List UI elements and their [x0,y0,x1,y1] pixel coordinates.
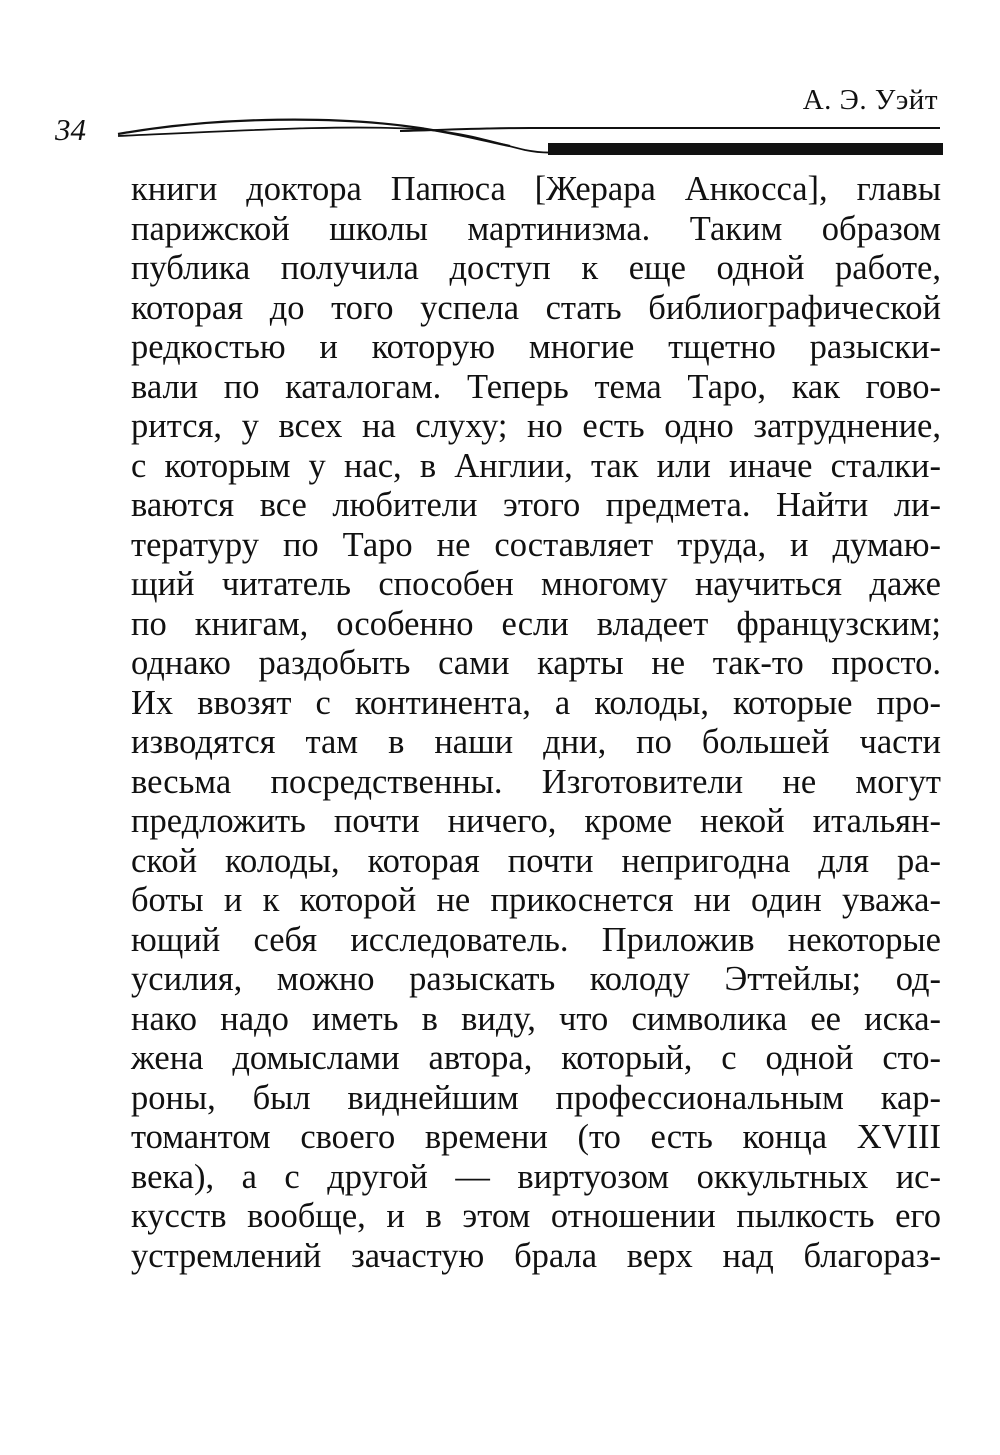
text-line: томантом своего времени (то есть конца XVIII [131,1118,941,1156]
text-line: ющий себя исследователь. Приложив некоторые [131,920,941,959]
text-line: щий читатель способен многому научиться даже [131,565,941,603]
text-line: века), а с другой — виртуозом оккультных ис- [131,1157,941,1196]
text-line: парижской школы мартинизма. Таким образом [131,209,941,248]
text-line: однако раздобыть сами карты не так-то просто. [131,644,941,682]
text-line: ской колоды, которая почти непригодна для ра- [131,841,941,880]
text-line: ваются все любители этого предмета. Найти ли- [131,486,941,524]
text-line: нако надо иметь в виду, что символика ее иска- [131,999,941,1038]
text-line: роны, был виднейшим профессиональным кар- [131,1078,941,1117]
header-ornament-rule [100,110,945,165]
text-line: с которым у нас, в Англии, так или иначе сталки- [131,446,941,485]
text-line: устремлений зачастую брала верх над благораз- [131,1236,941,1275]
body-text [131,170,941,1276]
text-line: которая до того успела стать библиографической [131,288,941,327]
text-line: книги доктора Папюса [Жерара Анкосса], главы [131,170,941,208]
text-line: кусств вообще, и в этом отношении пылкость его [131,1197,941,1235]
page-number: 34 [55,112,86,147]
text-line: предложить почти ничего, кроме некой итальян- [131,802,941,840]
text-line: тературу по Таро не составляет труда, и думаю- [131,525,941,564]
text-line: боты и к которой не прикоснется ни один уважа- [131,881,941,919]
running-head-author: А. Э. Уэйт [802,84,938,116]
text-line: рится, у всех на слуху; но есть одно затруднение, [131,407,941,445]
text-line: публика получила доступ к еще одной работе, [131,249,941,287]
text-line: по книгам, особенно если владеет французским; [131,604,941,643]
text-line: вали по каталогам. Теперь тема Таро, как гово- [131,367,941,406]
text-line: жена домыслами автора, который, с одной сто- [131,1039,941,1077]
text-line: Их ввозят с континента, а колоды, которые про- [131,683,941,722]
text-line: усилия, можно разыскать колоду Эттейлы; од- [131,960,941,998]
text-line: изводятся там в наши дни, по большей части [131,723,941,761]
text-line: весьма посредственны. Изготовители не могут [131,762,941,801]
text-line: редкостью и которую многие тщетно разыски- [131,328,941,366]
